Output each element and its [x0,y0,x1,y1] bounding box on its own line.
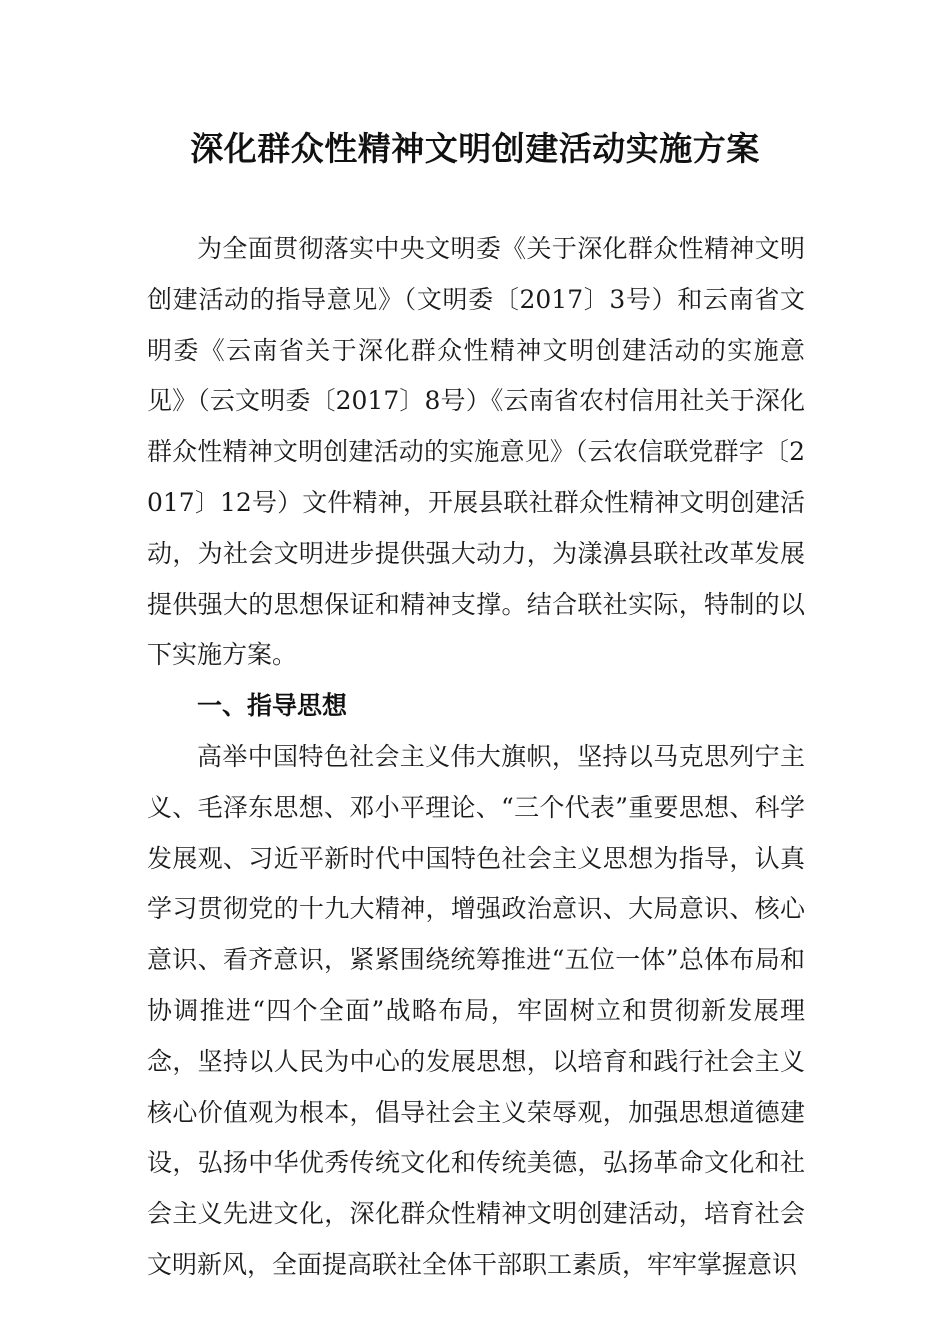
document-body [147,224,805,1291]
section-paragraph-guiding-ideology: 高举中国特色社会主义伟大旗帜，坚持以马克思列宁主义、毛泽东思想、邓小平理论、“三个代表”重要思想、科学发展观、习近平新时代中国特色社会主义思想为指导，认真学习贯彻党的十九大精神，增强政治意识、大局意识、核心意识、看齐意识，紧紧围绕统筹推进“五位一体”总体布局和协调推进“四个全面”战略布局，牢固树立和贯彻新发展理念，坚持以人民为中心的发展思想，以培育和践行社会主义核心价值观为根本，倡导社会主义荣辱观，加强思想道德建设，弘扬中华优秀传统文化和传统美德，弘扬革命文化和社会主义先进文化，深化群众性精神文明创建活动，培育社会文明新风，全面提高联社全体干部职工素质，牢牢掌握意识 [147,741,805,1279]
intro-paragraph: 为全面贯彻落实中央文明委《关于深化群众性精神文明创建活动的指导意见》（文明委〔2017〕3号）和云南省文明委《云南省关于深化群众性精神文明创建活动的实施意见》（云文明委〔2017〕8号）《云南省农村信用社关于深化群众性精神文明创建活动的实施意见》（云农信联党群字〔2017〕12号）文件精神，开展县联社群众性精神文明创建活动，为社会文明进步提供强大动力，为漾濞县联社改革发展提供强大的思想保证和精神支撑。结合联社实际，特制的以下实施方案。 [147,234,805,670]
section-heading-guiding-ideology: 一、指导思想 [197,691,348,721]
document-title: 深化群众性精神文明创建活动实施方案 [190,129,760,168]
